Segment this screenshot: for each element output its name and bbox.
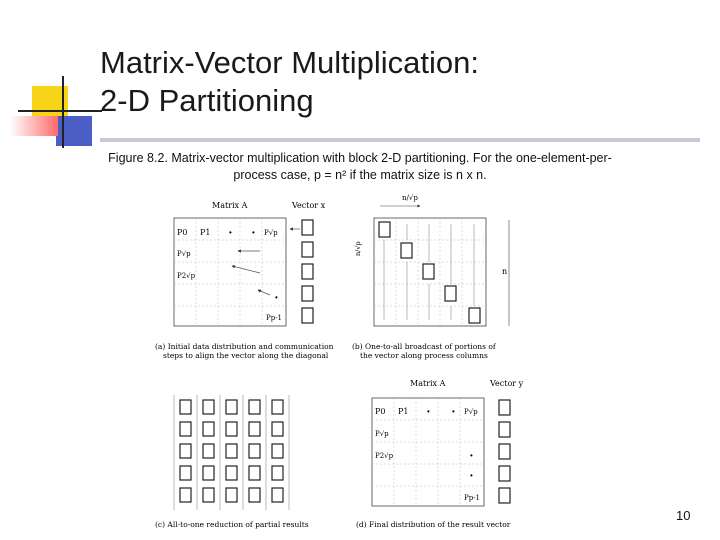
panel-b-caption-line-1: (b) One-to-all broadcast of portions of: [352, 342, 496, 351]
panel-a-caption-line-2: steps to align the vector along the diagonal: [163, 351, 329, 360]
panel-a-label-row3: P2√p: [177, 272, 196, 280]
panel-d-dot-4: •: [470, 471, 473, 480]
panel-a-dot-1: •: [229, 228, 232, 237]
panel-d-label-last: Pp-1: [464, 494, 481, 502]
panel-b-top-label: n/√p: [402, 194, 418, 202]
panel-b-caption-line-2: the vector along process columns: [360, 351, 488, 360]
panel-c: [155, 395, 309, 529]
panel-a-vector-label: Vector x: [292, 201, 326, 210]
figure-caption-line-1: Figure 8.2. Matrix-vector multiplication with block 2-D partitioning. For the one-element-per-: [108, 151, 612, 165]
panel-d-label-p1: P1: [398, 407, 409, 416]
panel-a-caption-line-1: (a) Initial data distribution and communication: [155, 342, 334, 351]
panel-a-label-p1: P1: [200, 228, 211, 237]
panel-a-dot-3: •: [275, 293, 278, 302]
panel-c-grid: [180, 400, 283, 502]
panel-a-label-p0: P0: [177, 228, 188, 237]
panel-a: [155, 201, 334, 360]
panel-b-side-label: n/√p: [354, 241, 362, 256]
page-number: 10: [676, 508, 691, 523]
panel-a-dot-2: •: [252, 228, 255, 237]
panel-d-label-p0: P0: [375, 407, 386, 416]
title-line-2: 2-D Partitioning: [100, 83, 314, 118]
title-line-1: Matrix-Vector Multiplication:: [100, 45, 480, 80]
panel-a-label-psqrt: P√p: [264, 229, 278, 237]
panel-d-caption: (d) Final distribution of the result vector: [356, 520, 511, 529]
panel-d-dot-2: •: [452, 407, 455, 416]
panel-a-label-row2: P√p: [177, 250, 191, 258]
panel-d-dot-1: •: [427, 407, 430, 416]
panel-d-label-row3: P2√p: [375, 452, 394, 460]
panel-a-label-last: Pp-1: [266, 314, 283, 322]
panel-d-dot-3: •: [470, 451, 473, 460]
panel-b: [352, 194, 509, 360]
panel-a-matrix-label: Matrix A: [212, 201, 248, 210]
figure-caption-line-2: process case, p = n² if the matrix size is n x n.: [233, 168, 487, 182]
panel-c-caption: (c) All-to-one reduction of partial results: [155, 520, 309, 529]
panel-d-label-psqrt: P√p: [464, 408, 478, 416]
panel-b-right-label: n: [502, 267, 508, 276]
panel-d: [356, 379, 524, 529]
panel-d-label-row2: P√p: [375, 430, 389, 438]
panel-d-vector-label: Vector y: [490, 379, 524, 388]
panel-d-matrix-label: Matrix A: [410, 379, 446, 388]
